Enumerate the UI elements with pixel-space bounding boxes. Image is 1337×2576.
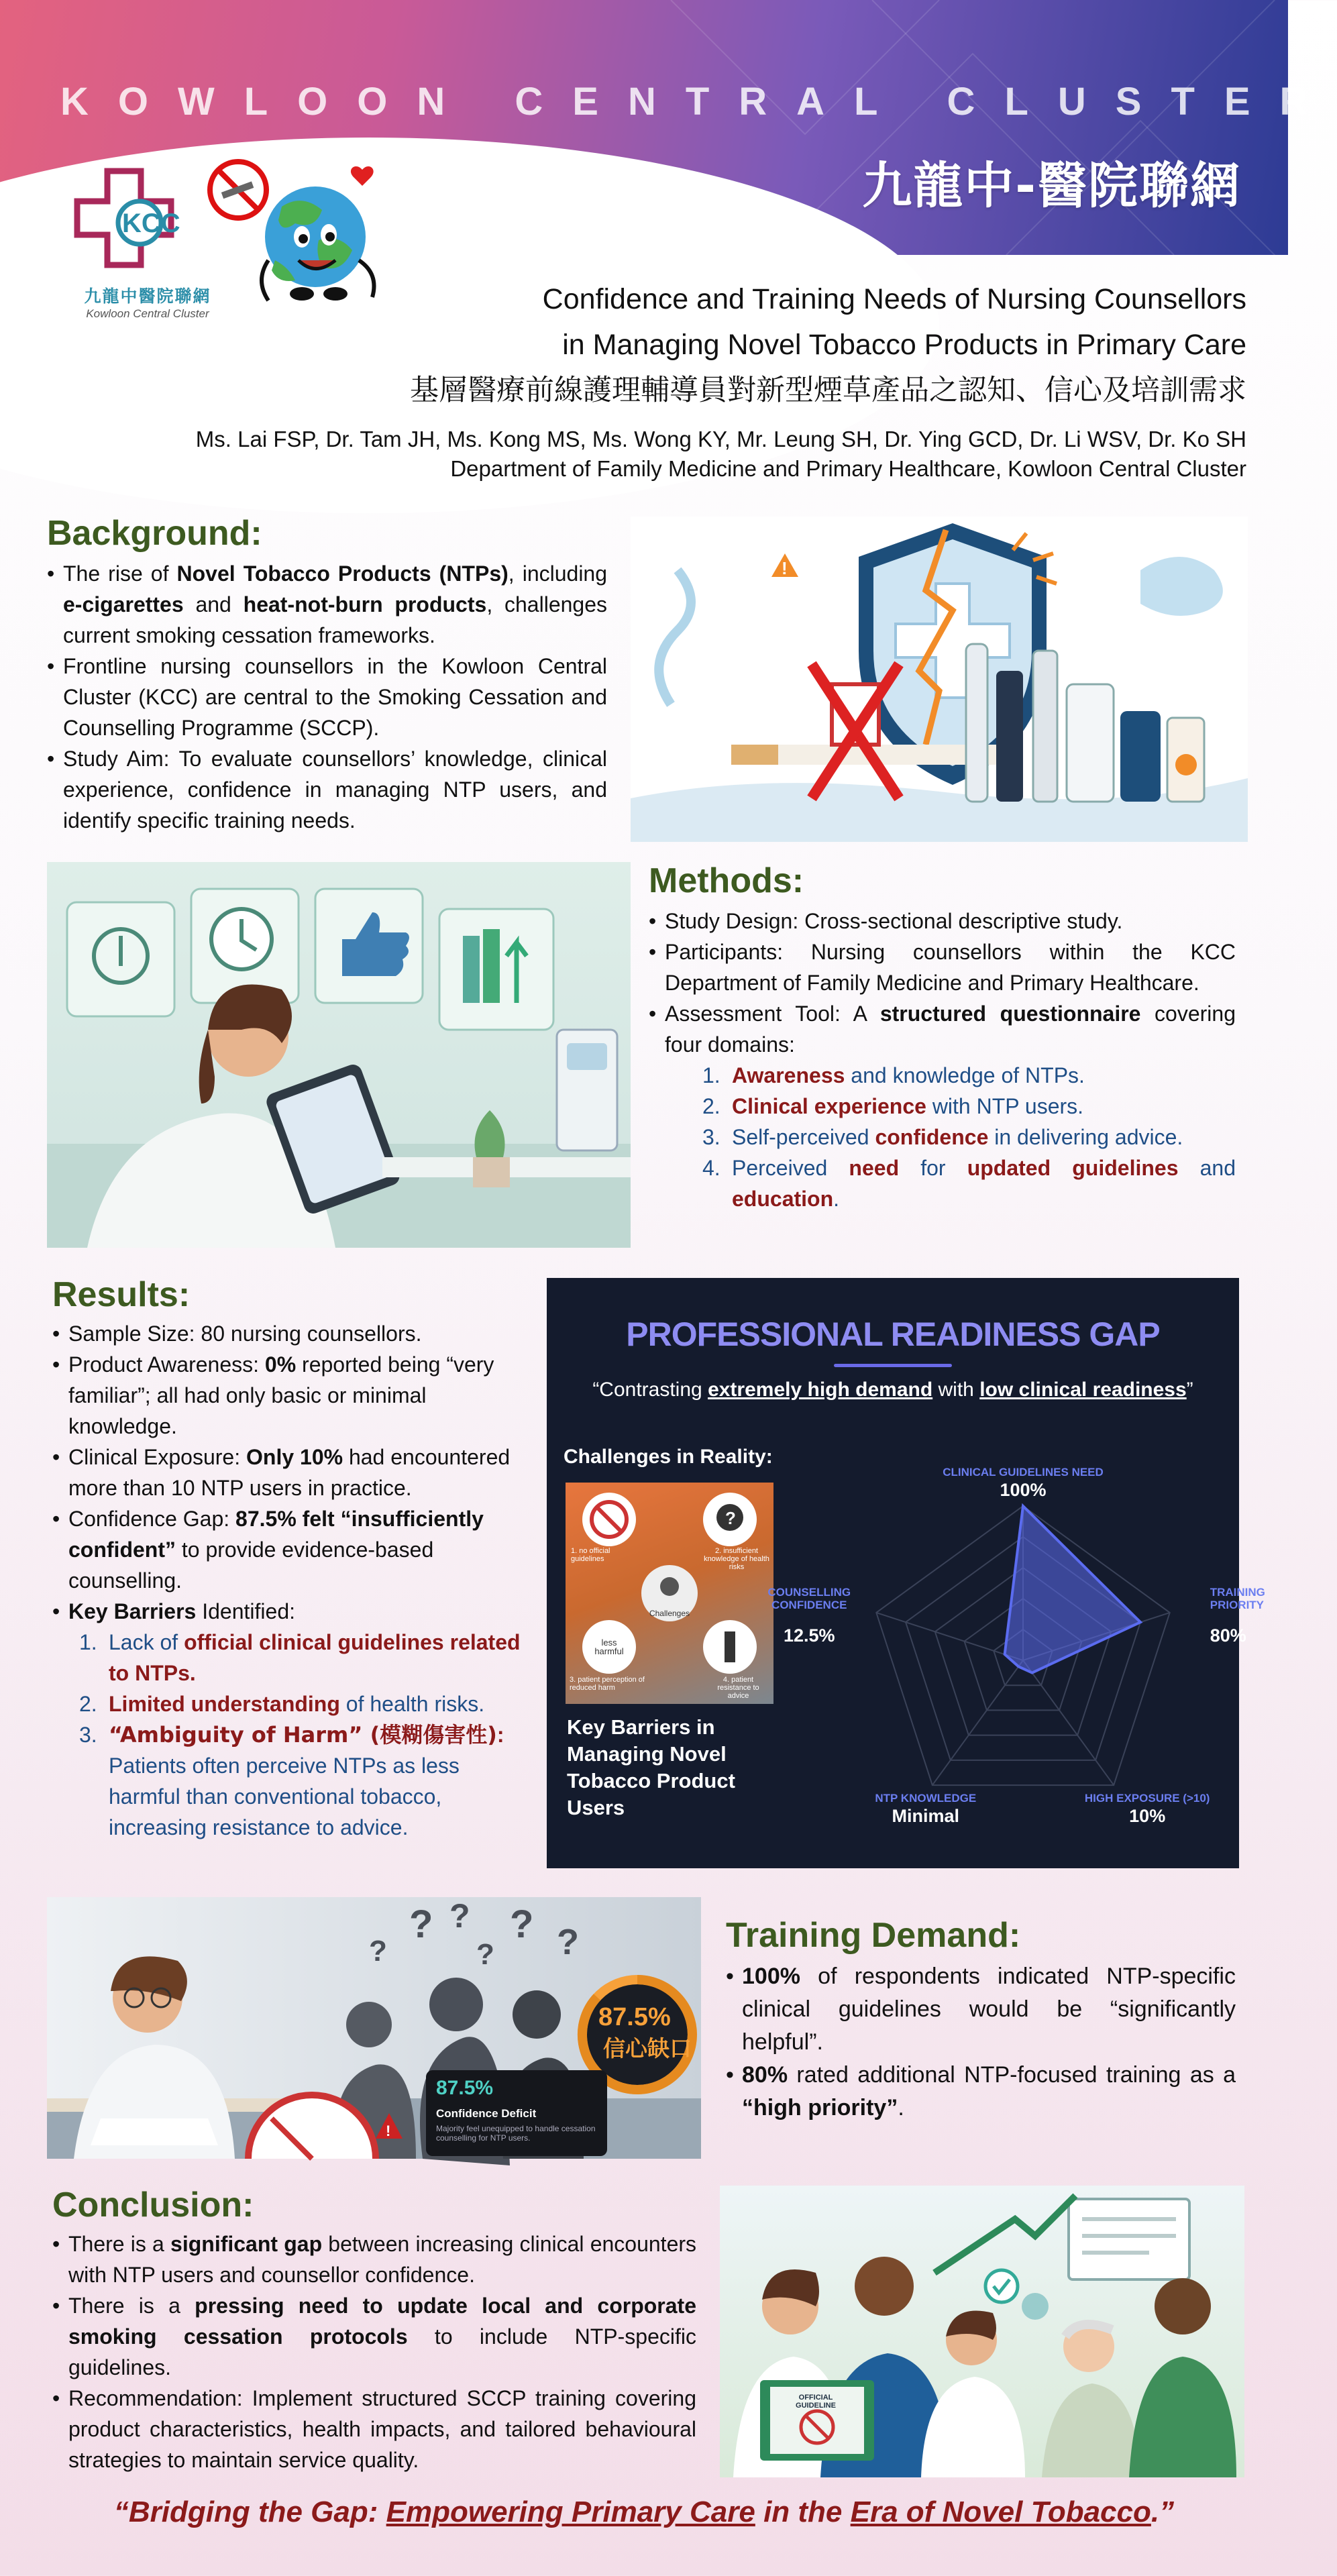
inf-label-3: 3. patient perception of reduced harm — [570, 1676, 645, 1692]
confidence-deficit-illustration — [47, 1897, 701, 2159]
training-list — [726, 1960, 1236, 2125]
svg-text:!: ! — [386, 2123, 391, 2139]
nurse-tablet-icon — [47, 862, 631, 1248]
svg-text:?: ? — [557, 1922, 579, 1962]
barrier-item: 3. “Ambiguity of Harm” (模糊傷害性): Patients often perceive NTPs as less harmful than conventional tobacco, increasing resistance to advice. — [79, 1719, 522, 1843]
radar-axis — [1023, 1660, 1114, 1785]
authors: Ms. Lai FSP, Dr. Tam JH, Ms. Kong MS, Ms. Wong KY, Mr. Leung SH, Dr. Ying GCD, Dr. Li WSV, Dr. Ko SH — [195, 427, 1246, 451]
barrier-item: 2. Limited understanding of health risks. — [79, 1692, 485, 1716]
radar-axis-label: COUNSELLING CONFIDENCE — [767, 1585, 851, 1611]
svg-text:!: ! — [782, 558, 788, 578]
radar-axis-label: CLINICAL GUIDELINES NEED — [943, 1466, 1104, 1479]
ntp-shield-illustration — [631, 517, 1248, 842]
domains-list — [649, 1060, 1236, 1214]
domain-item: 1. Awareness and knowledge of NTPs. — [702, 1063, 1085, 1087]
methods-item: • Participants: Nursing counsellors within the KCC Department of Family Medicine and Primary Healthcare. — [649, 936, 1236, 998]
team-guideline-illustration — [720, 2186, 1244, 2477]
inf-label-1: 1. no official guidelines — [571, 1547, 610, 1563]
svg-text:?: ? — [476, 1938, 494, 1971]
svg-text:?: ? — [510, 1902, 534, 1946]
radar-axis-label: TRAINING PRIORITY — [1210, 1585, 1265, 1611]
logo-text-zh: 九龍中醫院聯網 — [84, 286, 211, 306]
conclusion-item: • There is a significant gap between increasing clinical encounters with NTP users and counsellor confidence. — [52, 2229, 696, 2290]
deficit-note: Majority feel unequipped to handle cessation counselling for NTP users. — [436, 2124, 596, 2143]
svg-text:?: ? — [409, 1902, 433, 1946]
training-item: • 80% rated additional NTP-focused training as a “high priority”. — [726, 2059, 1236, 2125]
background-heading: Background: — [47, 514, 262, 553]
cluster-name-en: KOWLOON CENTRAL CLUSTER — [60, 80, 1337, 123]
svg-text:KCC: KCC — [122, 209, 180, 238]
training-item: • 100% of respondents indicated NTP-specific clinical guidelines would be “significantly helpful”. — [726, 1960, 1236, 2059]
background-item: • Study Aim: To evaluate counsellors’ knowledge, clinical experience, confidence in managing NTP users, and identify specific training needs. — [47, 743, 607, 836]
results-list — [52, 1318, 522, 1843]
radar-axis-value: 12.5% — [783, 1625, 835, 1646]
readiness-underline — [834, 1364, 952, 1367]
results-item: • Sample Size: 80 nursing counsellors. — [52, 1318, 522, 1349]
inf-center-label: Challenges — [649, 1609, 690, 1618]
radar-axis-label: NTP KNOWLEDGE — [875, 1792, 977, 1805]
title-zh: 基層醫療前線護理輔導員對新型煙草產品之認知、信心及培訓需求 — [410, 374, 1246, 407]
methods-item: • Assessment Tool: A structured questionnaire covering four domains: — [649, 998, 1236, 1060]
background-item: • The rise of Novel Tobacco Products (NTPs), including e-cigarettes and heat-not-burn products, challenges current smoking cessation frameworks. — [47, 558, 607, 651]
domain-item: 3. Self-perceived confidence in delivering advice. — [702, 1125, 1183, 1149]
readiness-gap-panel — [547, 1278, 1265, 1868]
care-team-icon — [720, 2186, 1244, 2477]
svg-text:?: ? — [449, 1897, 470, 1935]
closing-quote: “Bridging the Gap: Empowering Primary Care in the Era of Novel Tobacco.” — [113, 2496, 1175, 2528]
methods-list — [649, 906, 1236, 1214]
deficit-small-value: 87.5% — [436, 2077, 494, 2099]
cluster-name-zh: 九龍中-醫院聯網 — [862, 157, 1241, 215]
background-item: • Frontline nursing counsellors in the Kowloon Central Cluster (KCC) are central to the Smoking Cessation and Counselling Programme (SCCP). — [47, 651, 607, 743]
readiness-title: PROFESSIONAL READINESS GAP — [626, 1316, 1160, 1353]
department: Department of Family Medicine and Primary Healthcare, Kowloon Central Cluster — [450, 456, 1246, 481]
challenges-label: Challenges in Reality: — [564, 1446, 773, 1468]
shield-icon — [631, 517, 1248, 842]
challenges-infographic — [566, 1483, 773, 1704]
counsellor-tablet-illustration — [47, 862, 631, 1248]
svg-text:?: ? — [725, 1508, 736, 1528]
barrier-detail: Patients often perceive NTPs as less harmful than conventional tobacco, increasing resistance to advice. — [109, 1754, 460, 1839]
domain-item: 2. Clinical experience with NTP users. — [702, 1094, 1084, 1118]
logo-text-en: Kowloon Central Cluster — [86, 307, 209, 320]
results-item: • Confidence Gap: 87.5% felt “insufficiently confident” to provide evidence-based counselling. — [52, 1503, 522, 1596]
deficit-label: Confidence Deficit — [436, 2107, 537, 2120]
kcc-logo — [67, 161, 221, 329]
radar-axis — [876, 1613, 1023, 1660]
deficit-big-value: 87.5% — [598, 2003, 671, 2031]
svg-text:?: ? — [369, 1935, 387, 1968]
barriers-caption: Key Barriers in Managing Novel Tobacco Product Users — [567, 1715, 735, 1819]
inf-label-2: 2. insufficient knowledge of health risks — [704, 1547, 769, 1571]
barriers-list — [52, 1627, 522, 1843]
radar-axis-value: 10% — [1129, 1806, 1166, 1827]
kcc-cross-icon — [74, 168, 180, 268]
inf-less-harmful: less harmful — [594, 1638, 624, 1656]
results-item: • Key Barriers Identified: — [52, 1596, 522, 1627]
results-heading: Results: — [52, 1275, 191, 1314]
training-heading: Training Demand: — [726, 1916, 1021, 1955]
results-item: • Product Awareness: 0% reported being “very familiar”; all had only basic or minimal knowledge. — [52, 1349, 522, 1442]
radar-axis-value: Minimal — [892, 1806, 960, 1827]
domain-item: 4. Perceived need for updated guidelines and education. — [702, 1156, 1236, 1211]
challenges-diagram-icon — [566, 1483, 773, 1704]
radar-axis-value: 80% — [1210, 1625, 1246, 1646]
results-item: • Clinical Exposure: Only 10% had encountered more than 10 NTP users in practice. — [52, 1442, 522, 1503]
radar-axis — [932, 1660, 1023, 1785]
radar-axis-label: HIGH EXPOSURE (>10) — [1084, 1792, 1210, 1805]
title-line-1: Confidence and Training Needs of Nursing Counsellors — [542, 283, 1246, 315]
background-list — [47, 558, 607, 836]
conclusion-heading: Conclusion: — [52, 2186, 254, 2224]
methods-item: • Study Design: Cross-sectional descriptive study. — [649, 906, 1236, 936]
conclusion-item: • There is a pressing need to update local and corporate smoking cessation protocols to include NTP-specific guidelines. — [52, 2290, 696, 2383]
readiness-subtitle: “Contrasting extremely high demand with low clinical readiness” — [592, 1379, 1193, 1401]
guideline-book-label: OFFICIAL GUIDELINE — [796, 2394, 836, 2410]
conclusion-list — [52, 2229, 696, 2475]
radar-axis-value: 100% — [1000, 1480, 1047, 1500]
inf-label-4: 4. patient resistance to advice — [717, 1676, 759, 1700]
deficit-zh-label: 信心缺口 — [603, 2035, 692, 2061]
conclusion-item: • Recommendation: Implement structured SCCP training covering product characteristics, health impacts, and tailored behavioural strategies to maintain service quality. — [52, 2383, 696, 2475]
methods-heading: Methods: — [649, 861, 804, 900]
title-line-2: in Managing Novel Tobacco Products in Primary Care — [562, 329, 1246, 361]
radar-series-area — [1005, 1506, 1140, 1673]
barrier-item: 1. Lack of official clinical guidelines related to NTPs. — [79, 1630, 521, 1685]
